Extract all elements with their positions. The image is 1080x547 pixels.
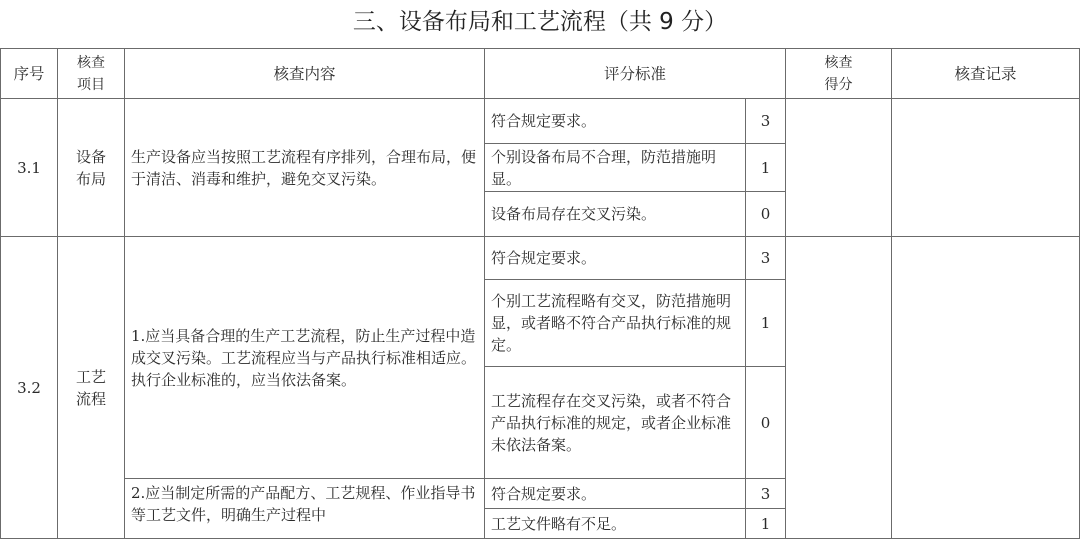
seq-cell: 3.2 [1, 237, 58, 539]
record-cell [892, 237, 1080, 539]
header-item: 核查 项目 [58, 49, 125, 99]
header-seq: 序号 [1, 49, 58, 99]
table-row [1, 99, 1080, 144]
criteria-score: 3 [746, 237, 786, 280]
content-cell: 1.应当具备合理的生产工艺流程，防止生产过程中造成交叉污染。工艺流程应当与产品执行标准相适应。执行企业标准的，应当依法备案。 [125, 237, 485, 479]
content-cell: 生产设备应当按照工艺流程有序排列，合理布局，便于清洁、消毒和维护，避免交叉污染。 [125, 99, 485, 237]
header-criteria: 评分标准 [485, 49, 786, 99]
header-record: 核查记录 [892, 49, 1080, 99]
criteria-text: 符合规定要求。 [485, 479, 746, 509]
content-cell: 2.应当制定所需的产品配方、工艺规程、作业指导书等工艺文件，明确生产过程中 [125, 479, 485, 539]
criteria-score: 0 [746, 192, 786, 237]
record-cell [892, 99, 1080, 237]
item-cell: 设备 布局 [58, 99, 125, 237]
criteria-score: 3 [746, 99, 786, 144]
table-row [1, 237, 1080, 280]
header-content: 核查内容 [125, 49, 485, 99]
seq-cell: 3.1 [1, 99, 58, 237]
criteria-score: 1 [746, 280, 786, 367]
criteria-score: 3 [746, 479, 786, 509]
header-row [1, 49, 1080, 99]
header-score: 核查 得分 [786, 49, 892, 99]
criteria-score: 0 [746, 367, 786, 479]
page-title: 三、设备布局和工艺流程（共 9 分） [352, 9, 728, 35]
item-cell: 工艺 流程 [58, 237, 125, 539]
inspection-table [0, 48, 1080, 539]
criteria-text: 工艺流程存在交叉污染，或者不符合产品执行标准的规定，或者企业标准未依法备案。 [485, 367, 746, 479]
criteria-score: 1 [746, 144, 786, 192]
criteria-text: 符合规定要求。 [485, 99, 746, 144]
criteria-text: 工艺文件略有不足。 [485, 509, 746, 539]
criteria-text: 设备布局存在交叉污染。 [485, 192, 746, 237]
score-cell [786, 237, 892, 539]
criteria-text: 个别工艺流程略有交叉，防范措施明显，或者略不符合产品执行标准的规定。 [485, 280, 746, 367]
criteria-text: 符合规定要求。 [485, 237, 746, 280]
criteria-text: 个别设备布局不合理，防范措施明显。 [485, 144, 746, 192]
score-cell [786, 99, 892, 237]
criteria-score: 1 [746, 509, 786, 539]
